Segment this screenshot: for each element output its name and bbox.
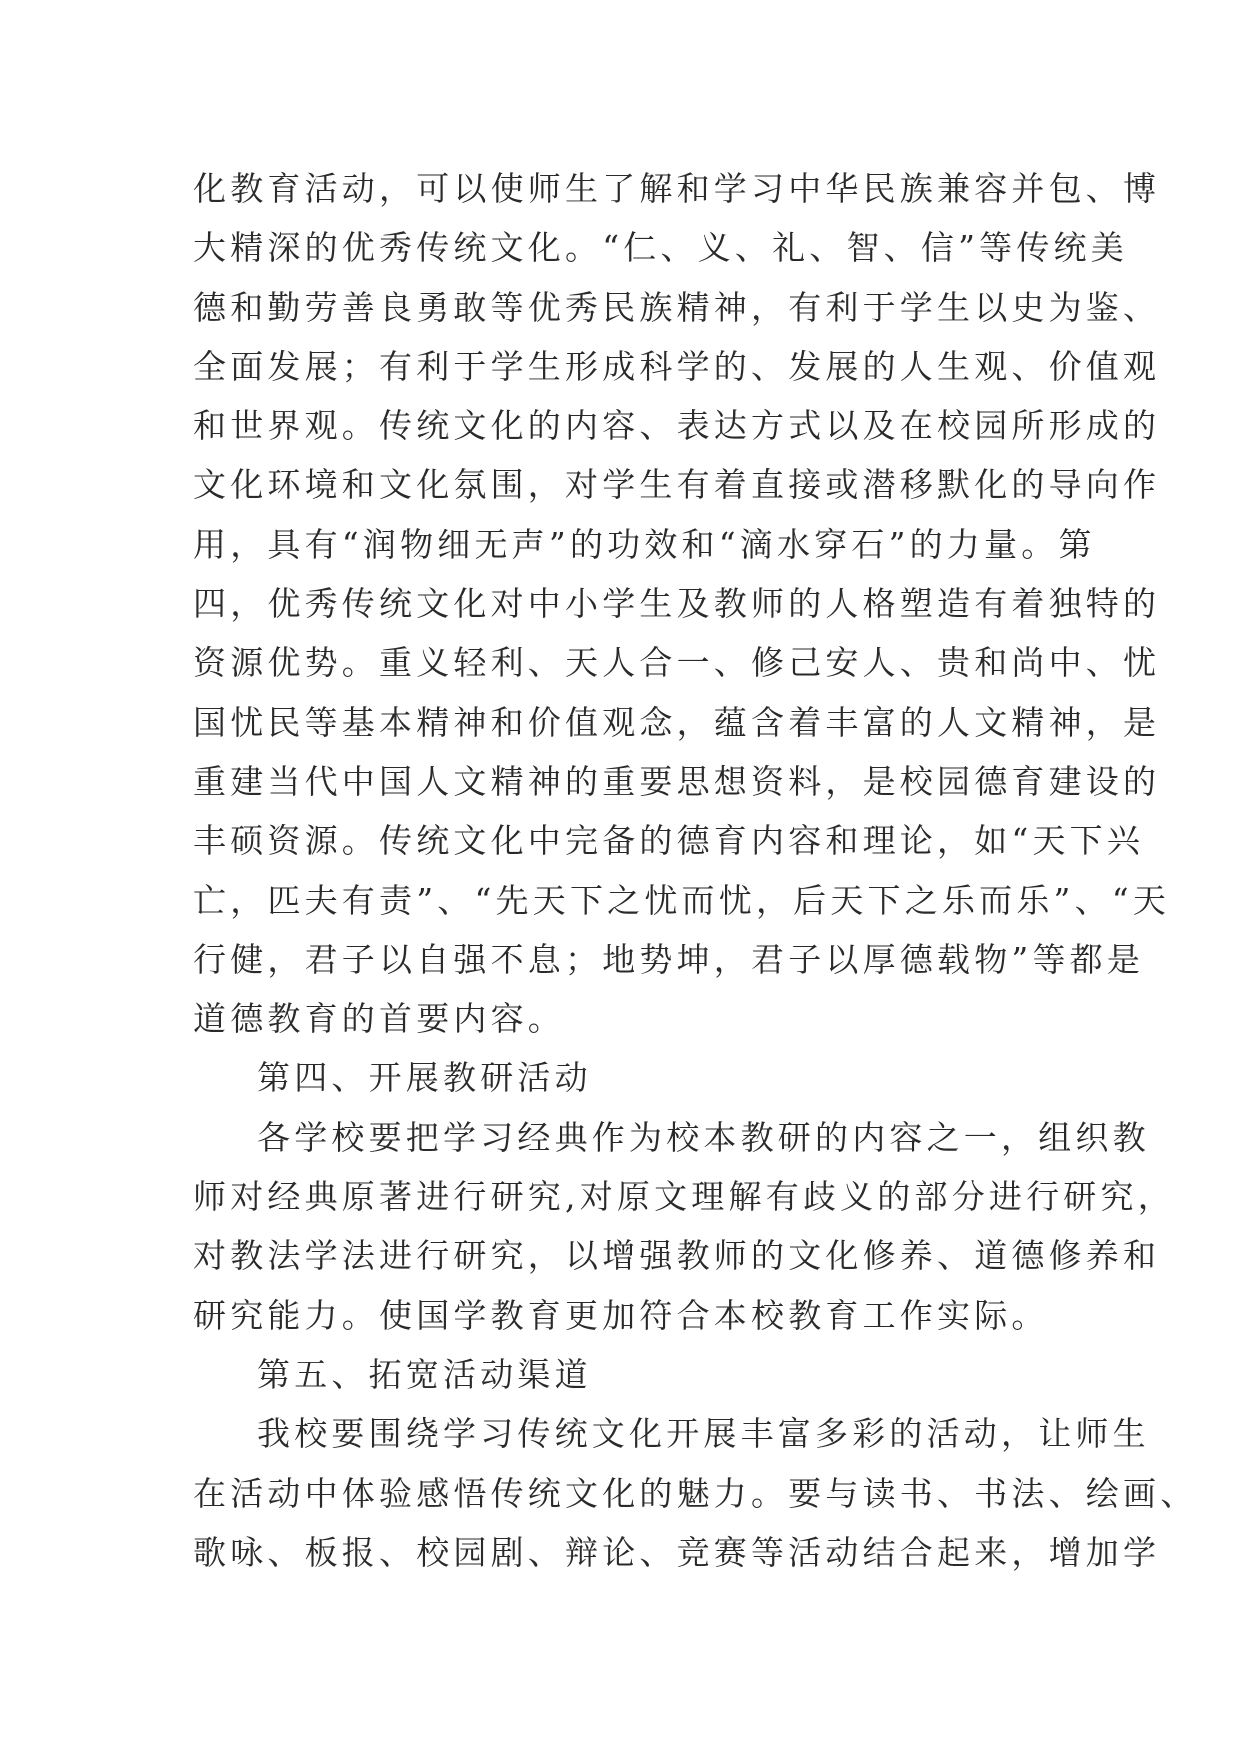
- text-line: 行健，君子以自强不息；地势坤，君子以厚德载物”等都是: [193, 939, 1145, 979]
- text-line: 大精深的优秀传统文化。“仁、义、礼、智、信”等传统美: [193, 228, 1128, 268]
- text-line: 全面发展；有利于学生形成科学的、发展的人生观、价值观: [193, 346, 1161, 386]
- paragraph-first-line: 各学校要把学习经典作为校本教研的内容之一，组织教: [257, 1117, 1150, 1157]
- text-line: 德和勤劳善良勇敢等优秀民族精神，有利于学生以史为鉴、: [193, 287, 1161, 327]
- paragraph-first-line: 我校要围绕学习传统文化开展丰富多彩的活动，让师生: [257, 1414, 1150, 1454]
- text-line: 亡，匹夫有责”、“先天下之忧而忧，后天下之乐而乐”、“天: [193, 880, 1171, 920]
- text-line: 文化环境和文化氛围，对学生有着直接或潜移默化的导向作: [193, 465, 1161, 505]
- text-line: 资源优势。重义轻利、天人合一、修己安人、贵和尚中、忧: [193, 643, 1161, 683]
- text-line: 丰硕资源。传统文化中完备的德育内容和理论，如“天下兴: [193, 821, 1145, 861]
- text-line: 重建当代中国人文精神的重要思想资料，是校园德育建设的: [193, 761, 1161, 801]
- section-heading: 第五、拓宽活动渠道: [257, 1354, 592, 1394]
- text-line: 对教法学法进行研究，以增强教师的文化修养、道德修养和: [193, 1236, 1161, 1276]
- text-line: 用，具有“润物细无声”的功效和“滴水穿石”的力量。第: [193, 524, 1096, 564]
- text-line: 和世界观。传统文化的内容、表达方式以及在校园所形成的: [193, 406, 1161, 446]
- text-line: 歌咏、板报、校园剧、辩论、竞赛等活动结合起来，增加学: [193, 1532, 1161, 1572]
- text-line: 在活动中体验感悟传统文化的魅力。要与读书、书法、绘画、: [193, 1473, 1198, 1513]
- text-line: 道德教育的首要内容。: [193, 999, 565, 1039]
- text-line: 四，优秀传统文化对中小学生及教师的人格塑造有着独特的: [193, 584, 1161, 624]
- body-text: [193, 159, 1198, 1582]
- text-line: 化教育活动，可以使师生了解和学习中华民族兼容并包、博: [193, 169, 1161, 208]
- text-line: 国忧民等基本精神和价值观念，蕴含着丰富的人文精神，是: [193, 702, 1161, 742]
- text-line: 研究能力。使国学教育更加符合本校教育工作实际。: [193, 1295, 1049, 1335]
- text-line: 师对经典原著进行研究,对原文理解有歧义的部分进行研究，: [193, 1177, 1175, 1217]
- section-heading: 第四、开展教研活动: [257, 1058, 592, 1098]
